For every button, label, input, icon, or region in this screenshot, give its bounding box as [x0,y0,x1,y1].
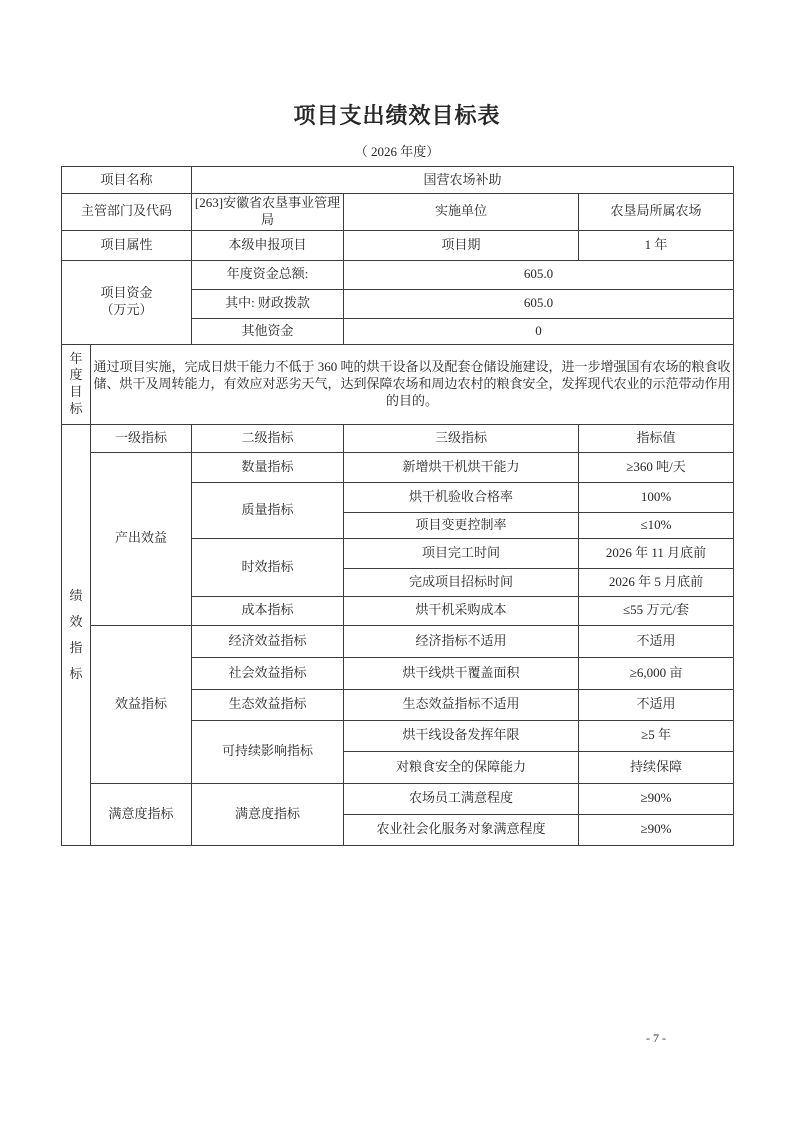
indicator-name-cell: 烘干线烘干覆盖面积 [344,657,579,689]
project-attribute-value: 本级申报项目 [192,230,344,260]
indicator-name-cell: 经济指标不适用 [344,625,579,657]
fiscal-appropriation-value: 605.0 [344,289,734,318]
annual-goal-label-line2: 目标 [69,384,83,417]
indicator-value-cell: ≥90% [579,814,734,845]
indicator-value-cell: 2026 年 11 月底前 [579,538,734,568]
project-funds-label [62,260,192,344]
page-subtitle: （ 2026 年度） [354,144,440,159]
indicator-name-cell: 烘干线设备发挥年限 [344,720,579,751]
annual-goal-label-line1: 年度 [69,350,83,383]
project-funds-label-line1: 项目资金 [100,285,153,301]
indicator-value-cell: 不适用 [579,625,734,657]
page-number: - 7 - [646,1031,666,1045]
indicator-name-cell: 烘干机采购成本 [344,596,579,625]
project-funds-label-line2: （万元） [100,302,153,318]
performance-indicator-side-label [62,424,91,845]
indicator-name-cell: 烘干机验收合格率 [344,482,579,512]
l2-quality: 质量指标 [192,482,344,538]
l2-ecological: 生态效益指标 [192,689,344,720]
project-name-value: 国营农场补助 [192,167,734,194]
annual-goal-text: 通过项目实施，完成日烘干能力不低于 360 吨的烘干设备以及配套仓储设施建设，进一步增强国有农场的粮食收储、烘干及周转能力，有效应对恶劣天气，达到保障农场和周边农村的粮食安全，发挥现代农业的示范带动作用的目的。 [91,344,734,424]
indicator-value-cell: ≥6,000 亩 [579,657,734,689]
fiscal-appropriation-label: 其中: 财政拨款 [192,289,344,318]
indicator-name-cell: 项目变更控制率 [344,512,579,538]
indicator-value-cell: ≥360 吨/天 [579,452,734,482]
project-period-value: 1 年 [579,230,734,260]
header-indicator-value: 指标值 [579,424,734,452]
indicator-name-cell: 对粮食安全的保障能力 [344,751,579,783]
indicator-value-cell: ≥5 年 [579,720,734,751]
indicator-value-cell: ≥90% [579,783,734,814]
dept-code-label: 主管部门及代码 [62,194,192,231]
l2-satisfaction: 满意度指标 [192,783,344,845]
header-level3: 三级指标 [344,424,579,452]
project-attribute-label: 项目属性 [62,230,192,260]
impl-unit-label: 实施单位 [344,194,579,231]
indicator-value-cell: 100% [579,482,734,512]
indicator-value-cell: ≤55 万元/套 [579,596,734,625]
indicator-name-cell: 生态效益指标不适用 [344,689,579,720]
l2-cost: 成本指标 [192,596,344,625]
l2-social: 社会效益指标 [192,657,344,689]
other-funds-label: 其他资金 [192,318,344,344]
project-period-label: 项目期 [344,230,579,260]
indicator-name-cell: 农业社会化服务对象满意程度 [344,814,579,845]
l2-sustainability: 可持续影响指标 [192,720,344,783]
performance-target-table [61,166,734,846]
performance-indicator-side-label-text: 绩效指标 [69,587,83,681]
annual-fund-total-label: 年度资金总额: [192,260,344,289]
dept-code-value: [263]安徽省农垦事业管理局 [192,194,344,231]
indicator-name-cell: 新增烘干机烘干能力 [344,452,579,482]
indicator-value-cell: 2026 年 5 月底前 [579,568,734,596]
l2-timeliness: 时效指标 [192,538,344,596]
header-level2: 二级指标 [192,424,344,452]
l2-quantity: 数量指标 [192,452,344,482]
indicator-value-cell: ≤10% [579,512,734,538]
header-level1: 一级指标 [91,424,192,452]
indicator-value-cell: 不适用 [579,689,734,720]
annual-goal-label [62,344,91,424]
indicator-value-cell: 持续保障 [579,751,734,783]
impl-unit-value: 农垦局所属农场 [579,194,734,231]
l1-satisfaction: 满意度指标 [91,783,192,845]
l1-output-benefit: 产出效益 [91,452,192,625]
indicator-name-cell: 项目完工时间 [344,538,579,568]
l1-benefit: 效益指标 [91,625,192,783]
page-title: 项目支出绩效目标表 [293,103,501,128]
l2-economic: 经济效益指标 [192,625,344,657]
indicator-name-cell: 农场员工满意程度 [344,783,579,814]
other-funds-value: 0 [344,318,734,344]
indicator-name-cell: 完成项目招标时间 [344,568,579,596]
annual-fund-total-value: 605.0 [344,260,734,289]
project-name-label: 项目名称 [62,167,192,194]
